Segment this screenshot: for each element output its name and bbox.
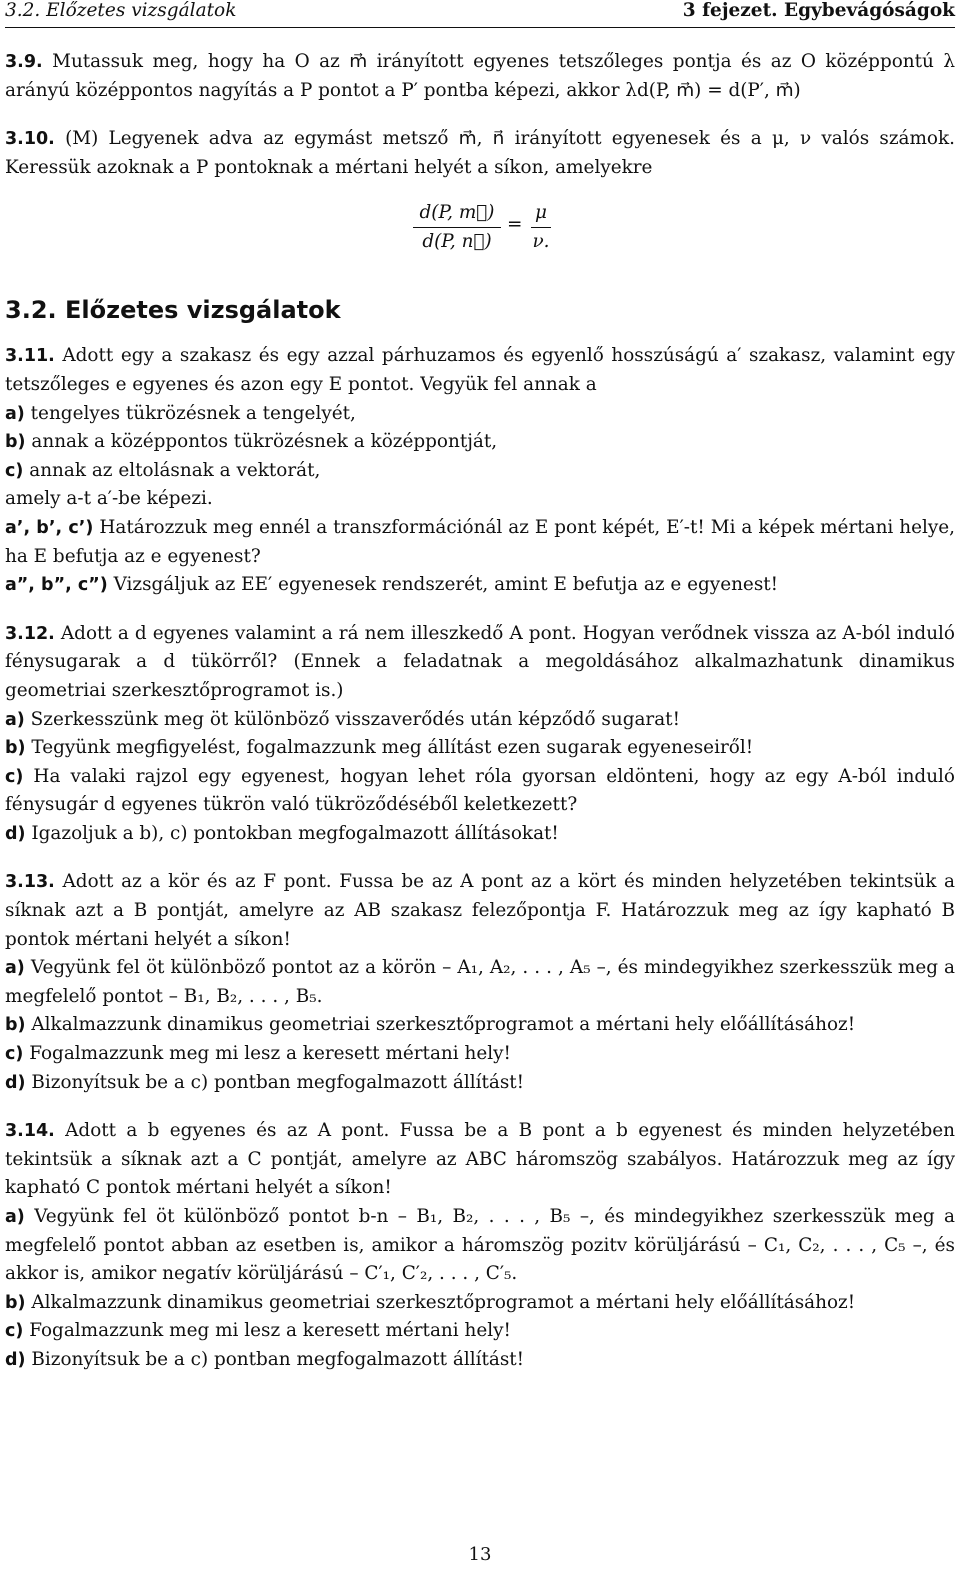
item-label: a’, b’, c’): [5, 517, 94, 538]
item-text: Bizonyítsuk be a c) pontban megfogalmazott állítást!: [31, 1071, 525, 1093]
list-item: [5, 1011, 955, 1040]
list-item: [5, 1040, 955, 1069]
ratio-bar: [531, 227, 551, 228]
item-text: Tegyünk megfigyelést, fogalmazzunk meg állítást ezen sugarak egyeneseiről!: [31, 737, 754, 759]
item-label: a): [5, 403, 25, 424]
list-item: [5, 428, 955, 457]
exercise-number: 3.11.: [5, 346, 55, 367]
item-text: tengelyes tükrözésnek a tengelyét,: [30, 402, 356, 424]
list-item: [5, 457, 955, 486]
item-label: c): [5, 1044, 24, 1065]
item-label: b): [5, 432, 26, 453]
exercise-number: 3.12.: [5, 623, 55, 644]
list-item: [5, 571, 955, 600]
formula-denominator: d(P, n⃗): [422, 231, 492, 253]
item-text: Alkalmazzunk dinamikus geometriai szerkesztőprogramot a mértani hely előállításához!: [31, 1291, 856, 1313]
list-item: [5, 1317, 955, 1346]
item-text: Alkalmazzunk dinamikus geometriai szerkesztőprogramot a mértani hely előállításához!: [31, 1014, 856, 1036]
item-text: Ha valaki rajzol egy egyenest, hogyan lehet róla gyorsan eldönteni, hogy az egy A-ból induló fénysugár d egyenes tükrön való tükröződéséből keletkezett?: [5, 765, 955, 816]
section-heading: 3.2. Előzetes vizsgálatok: [5, 296, 341, 325]
header-section-title: 3.2. Előzetes vizsgálatok: [5, 0, 237, 21]
exercise-3-10: [5, 125, 955, 182]
formula-fraction: [413, 200, 550, 255]
exercise-3-13: [5, 868, 955, 954]
item-text: Fogalmazzunk meg mi lesz a keresett mértani hely!: [29, 1320, 511, 1342]
exercise-3-14: [5, 1117, 955, 1203]
item-label: a): [5, 709, 25, 730]
exercise-number: 3.13.: [5, 872, 55, 893]
item-text: Szerkesszünk meg öt különböző visszaverődés után képződő sugarat!: [30, 708, 680, 730]
exercise-number: 3.9.: [5, 52, 43, 72]
header-rule: [5, 27, 955, 28]
display-formula: [5, 190, 955, 280]
list-item: [5, 1069, 955, 1098]
exercise-text: Adott egy a szakasz és egy azzal párhuzamos és egyenlő hosszúságú a′ szakasz, valamint egy tetszőleges e egyenes és azon egy E pontot. Vegyük fel annak a: [5, 345, 955, 395]
list-item: [5, 1289, 955, 1318]
exercise-number: 3.14.: [5, 1121, 55, 1142]
exercise-text: Adott az a kör és az F pont. Fussa be az A pont az a kört és minden helyzetében tekintsük a síknak azt a B pontját, amelyre az AB szakasz felezőpontja F. Határozzuk meg az így kapható B pontok mértani helyét a síkon!: [5, 871, 955, 950]
document-page: [5, 0, 955, 1569]
page-number: 13: [468, 1544, 492, 1565]
list-item: [5, 1346, 955, 1375]
item-label: a): [5, 958, 25, 979]
item-label: d): [5, 1072, 26, 1093]
formula-ratio: [531, 200, 551, 255]
item-label: b): [5, 1292, 26, 1313]
item-text: Határozzuk meg ennél a transzformációnál az E pont képét, E′-t! Mi a képek mértani helye, ha E befutja az e egyenest?: [5, 516, 955, 567]
exercise-text: Adott a b egyenes és az A pont. Fussa be a B pont a b egyenest és minden helyzetében tekintsük a síknak azt a C pontját, amelyre az ABC háromszög szabályos. Határozzuk meg az így kapható C pontok mértani helyét a síkon!: [5, 1120, 955, 1199]
item-text: Vizsgáljuk az EE′ egyenesek rendszerét, amint E befutja az e egyenest!: [113, 574, 779, 596]
item-label: a”, b”, c”): [5, 575, 108, 596]
item-label: b): [5, 738, 26, 759]
exercise-3-12: [5, 620, 955, 706]
list-item: [5, 400, 955, 429]
header-chapter-title: 3 fejezet. Egybevágóságok: [682, 0, 955, 21]
item-text: annak az eltolásnak a vektorát,: [29, 459, 321, 481]
item-label: c): [5, 460, 24, 481]
equals-sign: =: [507, 214, 523, 236]
item-text: Vegyünk fel öt különböző pontot b-n – B₁, B₂, . . . , B₅ –, és mindegyikhez szerkesszük meg a megfelelő pontot abban az esetben is, amikor a háromszög pozitv körüljárású – C₁, C₂, . . . , C₅ –, és akkor is, amikor negatív körüljárású – C′₁, C′₂, . . . , C′₅.: [5, 1206, 955, 1285]
list-item: [5, 1203, 955, 1289]
item-text: Bizonyítsuk be a c) pontban megfogalmazott állítást!: [31, 1348, 525, 1370]
ratio-numerator: μ: [535, 202, 547, 224]
exercise-3-9: [5, 48, 955, 105]
item-text: annak a középpontos tükrözésnek a középpontját,: [31, 431, 498, 453]
list-item: [5, 734, 955, 763]
exercise-number: 3.10.: [5, 129, 55, 150]
item-label: d): [5, 1349, 26, 1370]
fraction-bar: [413, 227, 501, 228]
item-text: Fogalmazzunk meg mi lesz a keresett mértani hely!: [29, 1043, 511, 1065]
running-header: [5, 0, 955, 26]
ratio-denominator: ν.: [532, 231, 550, 253]
item-label: c): [5, 1321, 24, 1342]
item-label: d): [5, 823, 26, 844]
formula-numerator: d(P, m⃗): [419, 202, 495, 224]
list-item: [5, 954, 955, 1011]
exercise-text: Mutassuk meg, hogy ha O az m⃗ irányított egyenes tetszőleges pontja és az O középpontú λ arányú középpontos nagyítás a P pontot a P′ pontba képezi, akkor λd(P, m⃗) = d(P′, m⃗): [5, 51, 955, 101]
item-text: Igazoljuk a b), c) pontokban megfogalmazott állításokat!: [31, 822, 559, 844]
list-item: [5, 820, 955, 849]
list-item: [5, 514, 955, 571]
exercise-3-11: [5, 342, 955, 399]
item-label: c): [5, 766, 24, 787]
item-label: b): [5, 1015, 26, 1036]
page-content: [5, 48, 955, 1375]
list-item: [5, 706, 955, 735]
item-text: Vegyünk fel öt különböző pontot az a körön – A₁, A₂, . . . , A₅ –, és mindegyikhez szerkesszük meg a megfelelő pontot – B₁, B₂, . . . , B₅.: [5, 957, 955, 1007]
after-text: amely a-t a′-be képezi.: [5, 488, 213, 510]
exercise-text: (M) Legyenek adva az egymást metsző m⃗, n⃗ irányított egyenesek és a μ, ν valós számok. Keressük azoknak a P pontoknak a mértani helyét a síkon, amelyekre: [5, 128, 955, 178]
list-item: [5, 763, 955, 820]
item-label: a): [5, 1207, 25, 1227]
exercise-text: Adott a d egyenes valamint a rá nem illeszkedő A pont. Hogyan verődnek vissza az A-ból induló fénysugarak a d tükörről? (Ennek a feladatnak a megoldásához alkalmazhatunk dinamikus geometriai szerkesztőprogramot is.): [5, 622, 955, 701]
